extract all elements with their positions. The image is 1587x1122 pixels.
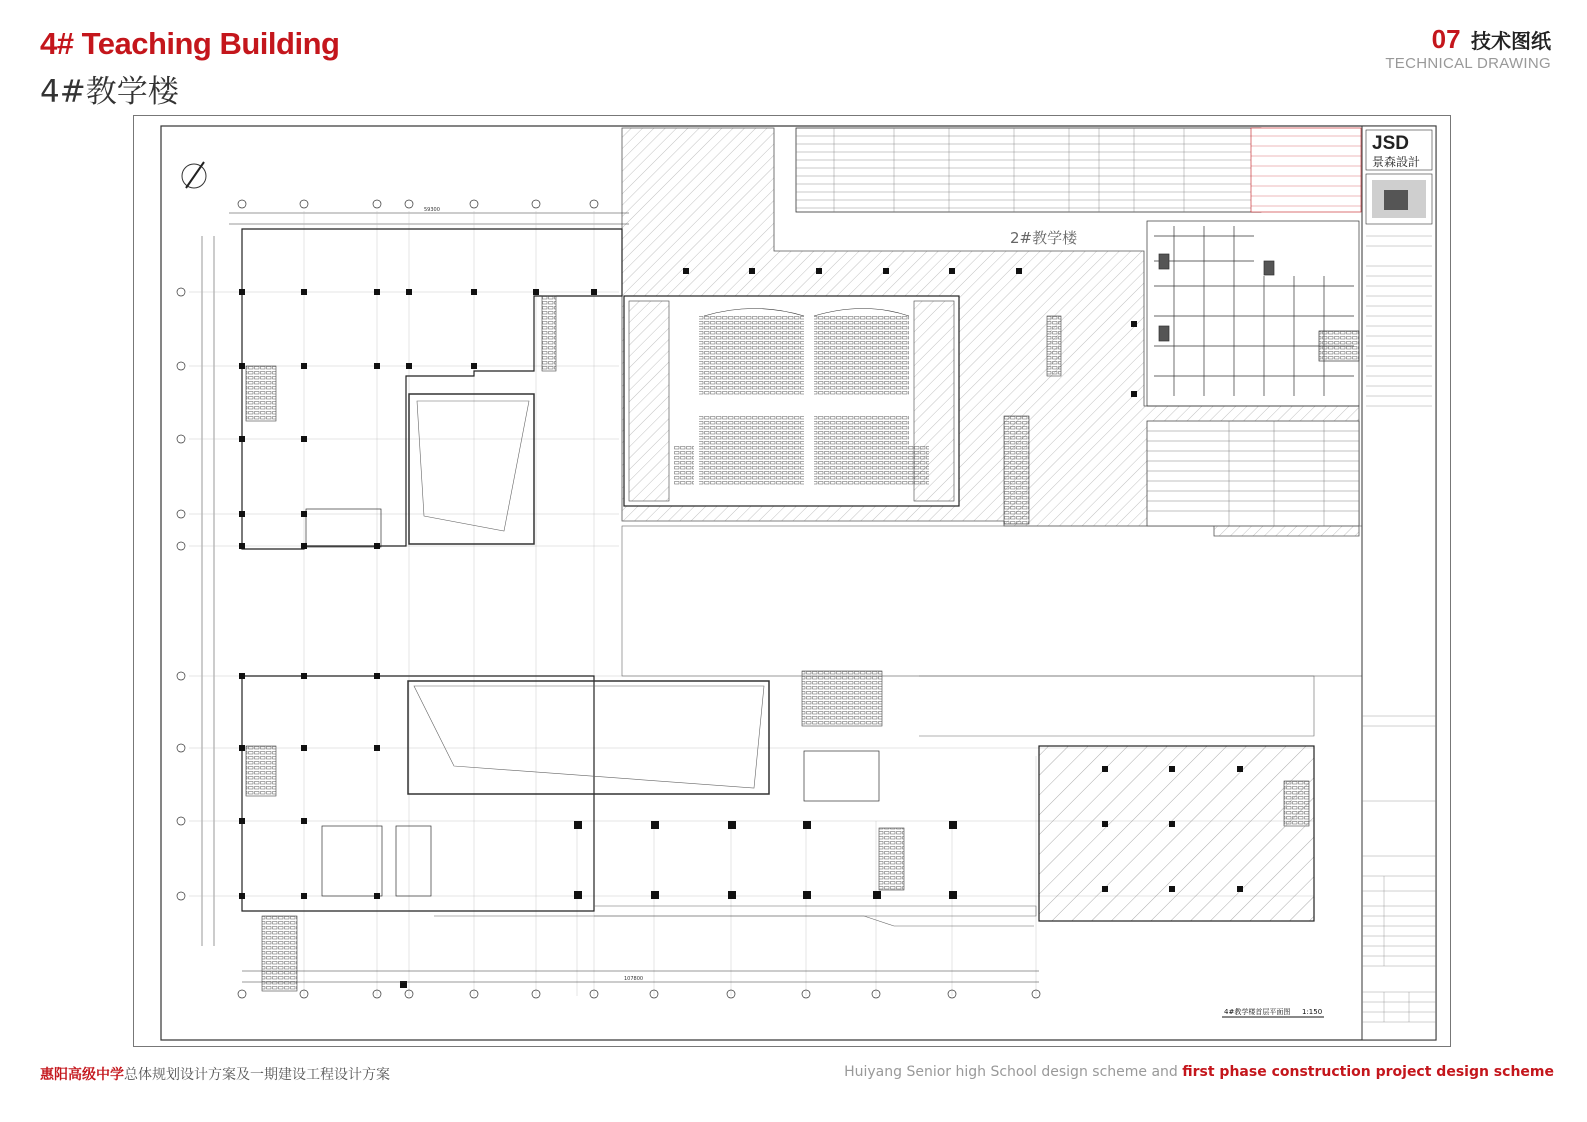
auditorium (624, 296, 959, 506)
technical-drawing (133, 115, 1451, 1047)
axis-markers-top (238, 200, 598, 208)
top-dimension-line (229, 207, 629, 224)
floor-plan-drawing (134, 116, 1450, 1046)
west-wing-outline (242, 229, 622, 911)
page-title-en: 4# Teaching Building (40, 26, 340, 61)
section-title-en: TECHNICAL DRAWING (1385, 55, 1551, 72)
axis-markers-left (177, 288, 185, 900)
footer-project-desc-en: Huiyang Senior high School design scheme and (844, 1064, 1183, 1080)
plan-title-block (1222, 1007, 1324, 1017)
atrium-void-north (409, 394, 534, 544)
footer-project-desc-cn: 总体规划设计方案及一期建设工程设计方案 (124, 1067, 390, 1083)
area-table (796, 128, 1261, 212)
section-number: 07 (1431, 24, 1461, 54)
building-label: 2#教学楼 (1010, 229, 1078, 247)
total-dim-top: 59300 (424, 207, 440, 213)
area-table-right (1251, 128, 1361, 212)
section-detail (1147, 221, 1359, 406)
washroom-block (306, 509, 879, 896)
gymnasium-block (1039, 746, 1314, 921)
total-dim-bottom: 107800 (624, 976, 644, 982)
plan-scale: 1:150 (1302, 1008, 1323, 1016)
section-title-cn: 技术图纸 (1471, 31, 1551, 53)
elevation-table (1147, 421, 1359, 526)
atrium-void-south (408, 681, 769, 794)
footer-phase-en: first phase construction project design scheme (1182, 1064, 1554, 1080)
footer-project-cn (40, 1064, 390, 1084)
firm-logo: JSD (1372, 133, 1409, 154)
footer-school-name: 惠阳高级中学 (40, 1067, 124, 1083)
drawing-title-block (1362, 126, 1436, 1040)
north-arrow-icon (182, 162, 206, 188)
bottom-dimension-line (242, 971, 1039, 982)
section-header (1385, 24, 1551, 72)
page-title-cn: 4#教学楼 (40, 74, 179, 110)
plan-title: 4#教学楼首层平面图 (1224, 1008, 1291, 1016)
axis-markers-bottom (238, 990, 1040, 998)
firm-name: 景森設計 (1372, 155, 1421, 169)
footer-project-en (844, 1064, 1554, 1080)
